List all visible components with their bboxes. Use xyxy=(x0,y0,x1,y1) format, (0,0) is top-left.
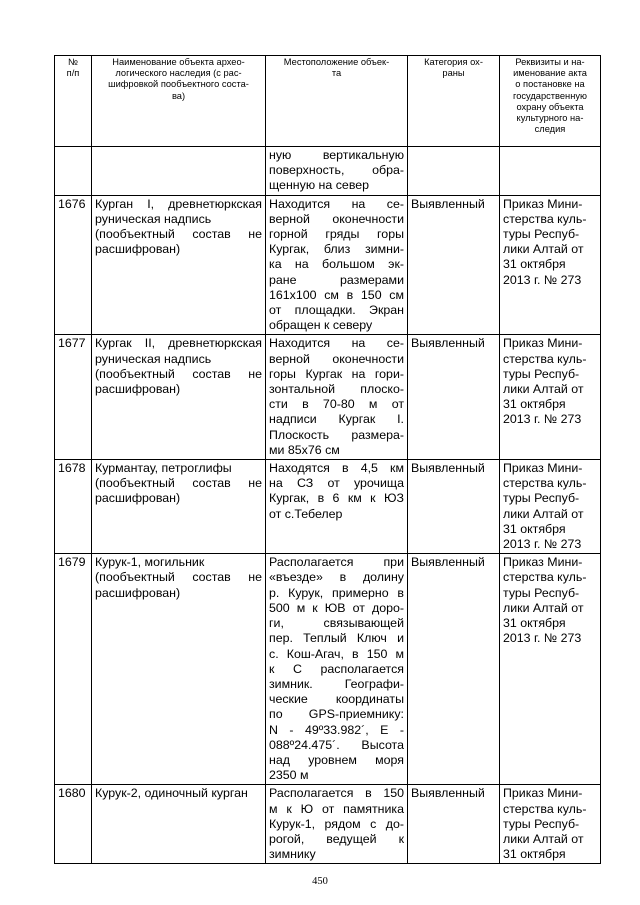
cell-line: Кургак, близ зимни- xyxy=(269,242,404,257)
table-row xyxy=(55,785,601,864)
cell-protection-category xyxy=(408,147,500,196)
header-line: Реквизиты и на- xyxy=(515,57,585,67)
cell-line: расшифрован) xyxy=(95,491,181,506)
cell-object-name xyxy=(92,554,266,785)
cell-line: щенную на север xyxy=(269,178,370,193)
cell-protection-category xyxy=(408,554,500,785)
cell-line: ка на большом эк- xyxy=(269,257,404,272)
header-line: п/п xyxy=(66,68,80,79)
cell-line: 2013 г. № 273 xyxy=(503,631,582,646)
cell-location xyxy=(266,147,408,196)
cell-line: Курмантау, петроглифы xyxy=(95,461,232,476)
header-line: охрану объекта xyxy=(516,101,584,112)
cell-act-details xyxy=(500,147,601,196)
cell-line: 088º24.475´. Высота xyxy=(269,737,404,752)
cell-protection-category xyxy=(408,335,500,460)
cell-line: лики Алтай от xyxy=(503,506,584,521)
header-object-name xyxy=(92,56,266,147)
cell-line: горы Кургак на гори- xyxy=(269,366,404,381)
cell-number xyxy=(55,460,92,554)
cell-act-details xyxy=(500,785,601,864)
cell-line: зимник. Географи- xyxy=(269,676,404,691)
cell-line: стерства куль- xyxy=(503,801,587,816)
cell-line: Курук-2, одиночный курган xyxy=(95,786,248,801)
cell-line: Приказ Мини- xyxy=(503,196,583,211)
cell-line: Располагается в 150 xyxy=(269,786,404,801)
cell-number xyxy=(55,335,92,460)
cell-number xyxy=(55,147,92,196)
cell-number xyxy=(55,554,92,785)
cell-line: стерства куль- xyxy=(503,476,587,491)
cell-line: р. Курук, примерно в xyxy=(269,585,404,600)
cell-line: лики Алтай от xyxy=(503,600,584,615)
cell-line: Курук-1, могильник xyxy=(95,555,205,570)
cell-number xyxy=(55,195,92,335)
cell-line: туры Респуб- xyxy=(503,816,580,831)
cell-line: 31 октября xyxy=(503,257,566,272)
cell-line: туры Респуб- xyxy=(503,491,580,506)
table-row xyxy=(55,460,601,554)
table-row xyxy=(55,335,601,460)
cell-line: ную вертикальную xyxy=(269,148,404,162)
cell-line: Выявленный xyxy=(411,336,485,351)
cell-line: 161х100 см в 150 см xyxy=(269,287,404,302)
cell-line: 2350 м xyxy=(269,768,309,783)
cell-line: 500 м к ЮВ от доро- xyxy=(269,600,404,615)
header-protection-category xyxy=(408,56,500,147)
cell-line: горной гряды горы xyxy=(269,227,404,242)
cell-line: Находятся в 4,5 км xyxy=(269,461,404,476)
cell-line: поверхность, обра- xyxy=(269,163,404,178)
cell-line: рогой, ведущей к xyxy=(269,831,404,846)
cell-line: 31 октября xyxy=(503,397,566,412)
header-line: Местоположение объек- xyxy=(283,57,390,67)
cell-protection-category xyxy=(408,460,500,554)
cell-line: ране размерами xyxy=(269,272,404,287)
cell-location xyxy=(266,460,408,554)
cell-line: руническая надпись xyxy=(95,211,212,226)
cell-line: над уровнем моря xyxy=(269,752,404,767)
cell-line: Плоскость размера- xyxy=(269,427,404,442)
cell-line: 31 октября xyxy=(503,847,566,862)
header-line: о постановке на xyxy=(515,79,585,90)
cell-line: стерства куль- xyxy=(503,351,587,366)
cell-line: Находится на се- xyxy=(269,336,404,351)
cell-line: 1680 xyxy=(58,786,86,801)
cell-object-name xyxy=(92,147,266,196)
cell-location xyxy=(266,554,408,785)
cell-line: 1676 xyxy=(58,196,86,211)
cell-line: лики Алтай от xyxy=(503,242,584,257)
cell-line: «въезде» в долину xyxy=(269,570,404,585)
header-line: следия xyxy=(534,124,566,135)
cell-location xyxy=(266,785,408,864)
cell-line: надписи Кургак I. xyxy=(269,412,404,427)
cell-line: Приказ Мини- xyxy=(503,555,583,570)
cell-line: расшифрован) xyxy=(95,382,181,397)
cell-line: верной оконечности xyxy=(269,351,404,366)
cell-line: туры Респуб- xyxy=(503,227,580,242)
cell-number xyxy=(55,785,92,864)
cell-location xyxy=(266,335,408,460)
cell-line: ческие координаты xyxy=(269,692,404,707)
cell-act-details xyxy=(500,554,601,785)
cell-act-details xyxy=(500,335,601,460)
cell-line: 1678 xyxy=(58,461,86,476)
header-line: Категория ох- xyxy=(424,57,483,67)
header-number xyxy=(55,56,92,147)
cell-line: Кургак, в 6 км к ЮЗ xyxy=(269,491,404,506)
cell-line: лики Алтай от xyxy=(503,831,584,846)
cell-protection-category xyxy=(408,195,500,335)
cell-line: Располагается при xyxy=(269,555,404,570)
cell-line: стерства куль- xyxy=(503,211,587,226)
cell-line: 1677 xyxy=(58,336,86,351)
header-line: шифровкой пообъектного соста- xyxy=(108,79,249,90)
cell-line: Приказ Мини- xyxy=(503,461,583,476)
cell-line: туры Респуб- xyxy=(503,585,580,600)
cell-object-name xyxy=(92,335,266,460)
cell-line: туры Респуб- xyxy=(503,366,580,381)
cell-location xyxy=(266,195,408,335)
header-line: государственную xyxy=(513,90,587,101)
header-line: раны xyxy=(442,68,465,79)
cell-line: 1679 xyxy=(58,555,86,570)
cell-object-name xyxy=(92,195,266,335)
cell-line: Курган I, древнетюркская xyxy=(95,196,262,211)
cell-line: зимнику xyxy=(269,847,316,862)
cell-object-name xyxy=(92,785,266,864)
cell-line: с. Кош-Агач, в 150 м xyxy=(269,646,404,661)
cell-line: (пообъектный состав не xyxy=(95,476,262,491)
table-header-row xyxy=(55,56,601,147)
header-line: та xyxy=(331,68,342,79)
cell-line: от с.Тебелер xyxy=(269,506,343,521)
cell-line: Приказ Мини- xyxy=(503,336,583,351)
cell-line: Приказ Мини- xyxy=(503,786,583,801)
cell-line: по GPS-приемнику: xyxy=(269,707,404,722)
cell-line: Курук-1, рядом с до- xyxy=(269,816,404,831)
cell-line: пер. Теплый Ключ и xyxy=(269,631,404,646)
header-line: культурного на- xyxy=(516,113,584,124)
cell-line: лики Алтай от xyxy=(503,382,584,397)
table-row xyxy=(55,195,601,335)
cell-protection-category xyxy=(408,785,500,864)
cell-line: 2013 г. № 273 xyxy=(503,537,582,552)
cell-line: обращен к северу xyxy=(269,318,373,333)
cell-line: (пообъектный состав не xyxy=(95,227,262,242)
cell-line: Выявленный xyxy=(411,555,485,570)
cell-line: Кургак II, древнетюркская xyxy=(95,336,262,351)
table-body xyxy=(55,147,601,864)
table-row xyxy=(55,554,601,785)
header-line: ва) xyxy=(171,90,186,101)
cell-act-details xyxy=(500,460,601,554)
cell-line: от площадки. Экран xyxy=(269,303,404,318)
cell-line: сти в 70-80 м от xyxy=(269,397,404,412)
cell-line: верной оконечности xyxy=(269,211,404,226)
header-line: № xyxy=(68,57,78,67)
header-line: логического наследия (с рас- xyxy=(115,68,242,79)
header-act-details xyxy=(500,56,601,147)
cell-line: (пообъектный состав не xyxy=(95,366,262,381)
table-row xyxy=(55,147,601,196)
cell-line: расшифрован) xyxy=(95,242,181,257)
page-number: 450 xyxy=(312,876,328,887)
cell-line: N - 49º33.982´, E - xyxy=(269,722,404,737)
cell-line: м к Ю от памятника xyxy=(269,801,404,816)
cell-line: Выявленный xyxy=(411,786,485,801)
cell-line: 2013 г. № 273 xyxy=(503,412,582,427)
cell-object-name xyxy=(92,460,266,554)
cell-line: руническая надпись xyxy=(95,351,212,366)
cell-line: Находится на се- xyxy=(269,196,404,211)
cell-line: 31 октября xyxy=(503,616,566,631)
cell-line: ми 85х76 см xyxy=(269,442,340,457)
cell-line: Выявленный xyxy=(411,461,485,476)
cell-line: 31 октября xyxy=(503,521,566,536)
cell-act-details xyxy=(500,195,601,335)
header-line: Наименование объекта архео- xyxy=(112,57,245,67)
cell-line: расшифрован) xyxy=(95,585,181,600)
heritage-register-table xyxy=(54,55,601,864)
cell-line: (пообъектный состав не xyxy=(95,570,262,585)
cell-line: зонтальной плоско- xyxy=(269,382,404,397)
header-location xyxy=(266,56,408,147)
cell-line: к С располагается xyxy=(269,661,404,676)
cell-line: ги, связывающей xyxy=(269,616,404,631)
cell-line: Выявленный xyxy=(411,196,485,211)
cell-line: стерства куль- xyxy=(503,570,587,585)
cell-line: на СЗ от урочища xyxy=(269,476,404,491)
header-line: именование акта xyxy=(513,68,587,79)
cell-line: 2013 г. № 273 xyxy=(503,272,582,287)
